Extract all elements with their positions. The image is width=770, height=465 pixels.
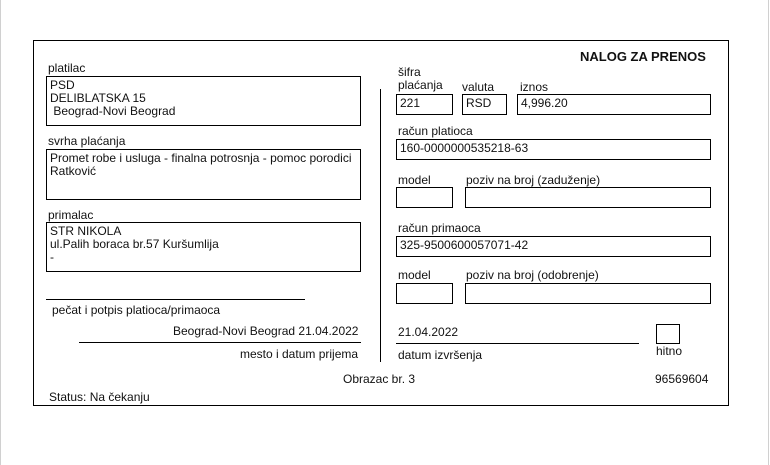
credit-reference-label: poziv na broj (odobrenje) [466, 268, 599, 282]
payment-order-form [33, 40, 729, 406]
currency-box [462, 94, 507, 115]
recipient-account-label: račun primaoca [398, 221, 481, 235]
payer-text: PSD DELIBLATSKA 15 Beograd-Novi Beograd [50, 78, 176, 118]
code-label-line2: plaćanja [398, 78, 443, 92]
payer-account-value: 160-0000000535218-63 [400, 141, 529, 155]
code-value: 221 [400, 96, 421, 110]
column-divider [380, 89, 381, 362]
place-date-label: mesto i datum prijema [240, 347, 359, 361]
payer-box [46, 76, 361, 126]
purpose-label: svrha plaćanja [48, 134, 126, 148]
debit-model-box [396, 187, 453, 208]
status-text: Status: Na čekanju [49, 390, 150, 404]
amount-box [517, 94, 711, 115]
purpose-box [46, 149, 361, 200]
currency-value: RSD [466, 96, 492, 110]
page-edge-right [768, 0, 769, 465]
recipient-account-value: 325-9500600057071-42 [400, 238, 529, 252]
credit-reference-box [465, 283, 711, 304]
place-date-value: Beograd-Novi Beograd 21.04.2022 [173, 324, 359, 338]
form-title: NALOG ZA PRENOS [580, 49, 706, 64]
credit-model-box [396, 283, 453, 304]
code-label-line1: šifra [398, 65, 421, 79]
document-number: 96569604 [655, 372, 709, 386]
code-box [396, 94, 453, 115]
debit-reference-box [465, 187, 711, 208]
execution-date-line [396, 343, 639, 344]
page-edge-left [0, 0, 1, 465]
payer-account-label: račun platioca [398, 124, 473, 138]
recipient-label: primalac [48, 208, 94, 222]
execution-date-label: datum izvršenja [398, 348, 483, 362]
amount-label: iznos [520, 80, 549, 94]
execution-date-value: 21.04.2022 [398, 325, 459, 339]
payer-label: platilac [48, 61, 86, 75]
credit-model-label: model [398, 268, 431, 282]
debit-model-label: model [398, 173, 431, 187]
place-date-line [79, 342, 361, 343]
currency-label: valuta [462, 80, 495, 94]
stamp-label: pečat i potpis platioca/primaoca [52, 303, 221, 317]
urgent-checkbox [656, 324, 680, 344]
recipient-box [46, 222, 361, 272]
payer-account-box [396, 139, 711, 160]
urgent-label: hitno [656, 344, 683, 358]
purpose-text: Promet robe i usluga - finalna potrosnja - pomoc porodici Ratković [50, 151, 352, 178]
form-number: Obrazac br. 3 [343, 372, 416, 386]
recipient-text: STR NIKOLA ul.Palih boraca br.57 Kuršumlija - [50, 224, 219, 264]
debit-reference-label: poziv na broj (zaduženje) [466, 173, 601, 187]
recipient-account-box [396, 236, 711, 257]
amount-value: 4,996.20 [521, 96, 568, 110]
stamp-signature-line [46, 299, 305, 300]
